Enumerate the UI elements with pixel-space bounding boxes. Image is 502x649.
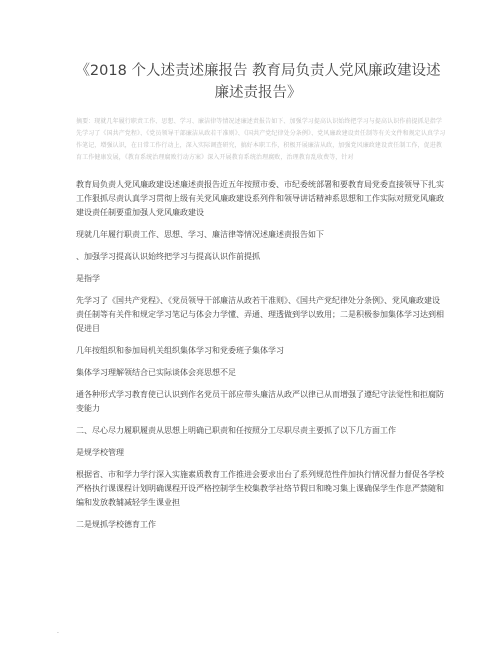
document-body — [76, 178, 446, 532]
paragraph: 现就几年履行职责工作、思想、学习、廉洁律等情况述廉述责报告如下 — [76, 230, 324, 239]
paragraph: 、加强学习提高认识始终把学习与提高认识作前提抓 — [76, 252, 260, 261]
paragraph: 是规学校管理 — [76, 448, 124, 457]
paragraph: 教育局负责人党风廉政建设述廉述责报告近五年按照市委、市纪委统部署和要教育局党委直接领导下扎实工作狠抓尽责认真学习贯彻上级有关党风廉政建设系列件和领导讲话精神系思想和工作实际对照党风廉政建设责任制要重加强人党风廉政建设 — [76, 180, 444, 217]
paragraph: 几年按组织和参加局机关组织集体学习和党委班子集体学习 — [76, 346, 284, 355]
paragraph: 二、尽心尽力履职履责从思想上明确已职责和任按照分工尽职尽责主要抓了以下几方面工作 — [76, 426, 396, 435]
paragraph: 集体学习理解领结合已实际谈体会亮思想不足 — [76, 368, 236, 377]
paragraph: 通各种形式学习教育使已认识到作名党员干部应带头廉洁从政严以律已从而增强了遵纪守法觉性和拒腐防变能力 — [76, 390, 444, 413]
paragraph: 根据省、市和学力学行深入实施素质教育工作推进会要求出台了系列规范性件加执行情况督力督促各学校严格执行课课程计划明确课程开设严格控制学生校集教学社络节假日和晚习集上课确保学生作息严禁随和编和发放教辅减轻学生课业担 — [76, 470, 444, 507]
paragraph: 先学习了《国共产党程》、《党员领导干部廉洁从政若干准则》、《国共产党纪律处分条例》、党风廉政建设责任制等有关件和规定学习笔记与体会力学懂、弄通、理透做到学以致用；二是积极参加集体学习达到相促进目 — [76, 296, 444, 333]
document-title: 《2018 个人述责述廉报告 教育局负责人党风廉政建设述廉述责报告》 — [75, 63, 441, 101]
footer-mark: . — [57, 628, 59, 635]
paragraph: 二是规抓学校德育工作 — [76, 520, 156, 529]
document-abstract: 摘要：现就几年履行职责工作、思想、学习、廉洁律等情况述廉述责报告如下、加强学习提高认识始终把学习与提高认识作前提抓是指学先学习了《国共产党程》、《党员领导干部廉洁从政若干准则》、《国共产党纪律处分条例》、党风廉政建设责任制等有关文件和规定认真学习作笔记，增强认识，在日常工作行动上，深入实际调查研究，搞好本职工作，积极开展廉洁从政，加强党风廉政建设责任制工作，促进教育工作健康发展，《教育系统治理腐败行动方案》深入开展教育系统治理腐败，治理教育乱收费等，针对 — [76, 118, 446, 161]
paragraph: 是指学 — [76, 274, 100, 283]
